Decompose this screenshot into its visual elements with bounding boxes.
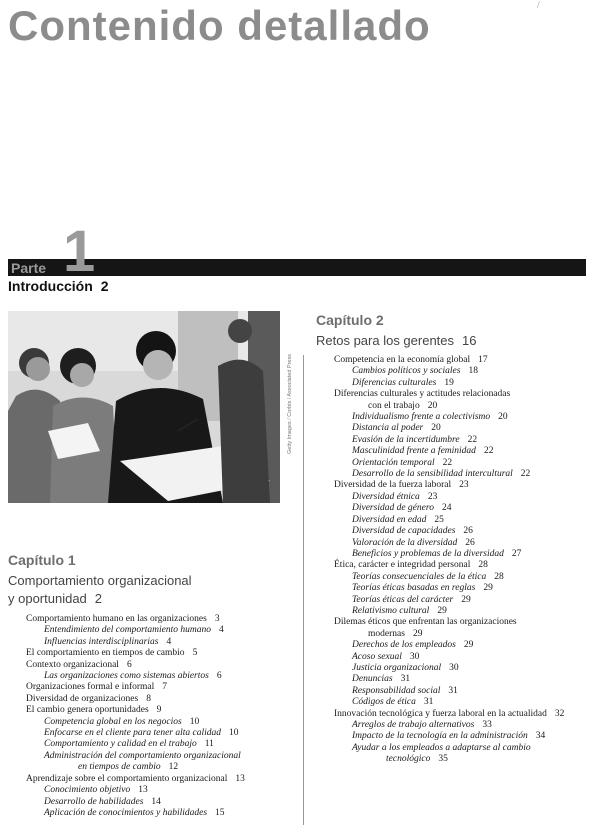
toc-entry: [26, 625, 296, 636]
toc-entry-text: Innovación tecnológica y fuerza laboral en la actualidad: [334, 708, 547, 719]
toc-entry: [334, 446, 596, 457]
toc-entry-text: Las organizaciones como sistemas abiertos: [44, 671, 209, 682]
toc-entry-text: Influencias interdisciplinarias: [44, 636, 159, 647]
toc-entry: [334, 389, 596, 400]
chapter1-toc: [26, 614, 296, 819]
toc-entry-page: 5: [192, 648, 198, 659]
toc-entry-page: 23: [427, 491, 438, 502]
toc-entry-page: 22: [467, 434, 478, 445]
toc-entry: [334, 697, 596, 708]
toc-entry: [334, 652, 596, 663]
toc-entry-text: Dilemas éticos que enfrentan las organizaciones: [334, 617, 517, 628]
toc-entry-page: 30: [409, 651, 420, 662]
toc-entry-page: 20: [498, 412, 508, 423]
chapter1-page: 2: [94, 591, 103, 606]
toc-entry: [334, 366, 596, 377]
toc-entry: [334, 560, 596, 571]
toc-entry: [334, 754, 596, 765]
toc-entry-page: 20: [427, 400, 438, 411]
toc-entry: [26, 682, 296, 693]
toc-entry-text: Competencia global en los negocios: [44, 716, 182, 727]
toc-entry: [334, 583, 596, 594]
chapter1-title: [8, 572, 192, 608]
toc-entry-text: Diferencias culturales y actitudes relacionadas: [334, 389, 511, 400]
toc-entry-text: Diferencias culturales: [352, 377, 437, 388]
toc-entry-text: Arreglos de trabajo alternativos: [352, 720, 475, 730]
toc-entry-text: Entendimiento del comportamiento humano: [44, 625, 212, 636]
toc-entry-text: El cambio genera oportunidades: [26, 705, 149, 716]
toc-entry: [334, 686, 596, 697]
toc-entry-page: 23: [459, 480, 469, 491]
toc-entry: [334, 595, 596, 606]
toc-entry-text: Desarrollo de habilidades: [44, 796, 144, 807]
toc-entry-page: 6: [126, 659, 132, 670]
toc-entry-text: Orientación temporal: [352, 457, 435, 468]
toc-entry: [26, 671, 296, 682]
toc-entry: [26, 648, 296, 659]
toc-entry: [334, 378, 596, 389]
toc-entry-page: 29: [463, 640, 474, 651]
toc-entry-page: 31: [400, 674, 411, 685]
toc-entry: [26, 808, 296, 819]
chapter2-label: Capítulo 2: [316, 312, 384, 328]
toc-entry-text: Conocimiento objetivo: [44, 785, 131, 796]
toc-entry-text: Derechos de los empleados: [352, 640, 456, 651]
toc-entry-text: Ética, carácter e integridad personal: [334, 560, 471, 571]
toc-entry-page: 3: [214, 614, 220, 624]
toc-entry-text: Distancia al poder: [352, 423, 424, 434]
toc-entry: [334, 640, 596, 651]
toc-entry-text: Enfocarse en el cliente para tener alta calidad: [44, 728, 222, 739]
toc-entry: [26, 637, 296, 648]
toc-entry: [334, 606, 596, 617]
toc-entry-text: tecnológico: [386, 754, 431, 765]
toc-entry-page: 29: [412, 628, 423, 639]
toc-entry-page: 30: [449, 662, 459, 673]
toc-entry-page: 13: [235, 773, 245, 784]
toc-entry-page: 13: [138, 785, 148, 796]
toc-entry-page: 4: [166, 636, 172, 647]
toc-entry-text: Acoso sexual: [352, 651, 402, 662]
toc-entry-page: 28: [494, 571, 504, 582]
toc-entry-page: 26: [463, 526, 473, 537]
part-number: 1: [63, 219, 96, 284]
toc-entry-text: Responsabilidad social: [352, 685, 441, 696]
toc-entry-text: Organizaciones formal e informal: [26, 682, 155, 693]
toc-entry: [334, 515, 596, 526]
toc-entry: [334, 629, 596, 640]
toc-entry-page: 12: [168, 762, 179, 773]
toc-entry-text: Desarrollo de la sensibilidad intercultural: [352, 469, 513, 480]
toc-entry-text: en tiempos de cambio: [78, 762, 161, 773]
toc-entry: [26, 614, 296, 625]
toc-entry-text: Diversidad en edad: [352, 514, 427, 525]
toc-entry-text: Contexto organizacional: [26, 659, 119, 670]
toc-entry-text: Diversidad de organizaciones: [26, 693, 139, 704]
toc-entry-page: 18: [468, 366, 478, 377]
toc-entry-text: Aplicación de conocimientos y habilidades: [44, 807, 208, 818]
toc-entry: [334, 731, 596, 742]
toc-entry: [334, 617, 596, 628]
toc-entry: [26, 705, 296, 716]
toc-entry: [334, 469, 596, 480]
toc-entry-page: 6: [216, 671, 222, 682]
toc-entry: [26, 774, 296, 785]
toc-entry: [334, 709, 596, 720]
toc-entry-text: modernas: [368, 628, 405, 639]
chapter2-title: [316, 332, 477, 350]
toc-entry: [26, 728, 296, 739]
page-title: Contenido detallado: [8, 2, 431, 49]
toc-entry-text: Comportamiento humano en las organizaciones: [26, 614, 207, 624]
toc-entry-text: Diversidad de género: [352, 503, 434, 514]
toc-entry-text: Cambios políticos y sociales: [352, 366, 461, 377]
toc-entry: [334, 526, 596, 537]
toc-entry-text: Denuncias: [352, 674, 393, 685]
toc-entry-text: Competencia en la economía global: [334, 355, 471, 365]
toc-entry-text: Ayudar a los empleados a adaptarse al cambio: [352, 742, 531, 753]
toc-entry-text: Relativismo cultural: [352, 605, 430, 616]
toc-entry-text: Teorías éticas basadas en reglas: [352, 583, 476, 594]
toc-entry-text: Evasión de la incertidumbre: [352, 434, 460, 445]
toc-entry: [334, 538, 596, 549]
toc-entry: [334, 743, 596, 754]
toc-entry: [334, 663, 596, 674]
toc-entry-page: 17: [478, 355, 488, 365]
toc-entry-text: Aprendizaje sobre el comportamiento organizacional: [26, 773, 228, 784]
toc-entry-page: 22: [520, 469, 531, 480]
toc-entry-page: 35: [438, 754, 448, 765]
toc-entry-text: Comportamiento y calidad en el trabajo: [44, 739, 197, 750]
toc-entry: [334, 355, 596, 366]
toc-entry-text: Beneficios y problemas de la diversidad: [352, 548, 504, 559]
part-label: Parte: [11, 260, 47, 276]
toc-entry: [26, 785, 296, 796]
toc-entry-text: Masculinidad frente a feminidad: [352, 446, 476, 457]
toc-entry-page: 28: [478, 560, 488, 571]
corner-mark: /: [537, 0, 540, 11]
toc-entry-page: 7: [162, 682, 168, 693]
toc-entry-text: Administración del comportamiento organizacional: [44, 750, 241, 761]
chapter1-title-line2: y oportunidad: [8, 591, 87, 606]
toc-entry-page: 24: [441, 503, 452, 514]
toc-entry: [26, 694, 296, 705]
toc-entry-text: Impacto de la tecnología en la administración: [352, 731, 528, 742]
toc-entry: [334, 492, 596, 503]
toc-entry-page: 29: [483, 583, 493, 594]
toc-entry-page: 9: [156, 705, 162, 716]
toc-entry-page: 19: [444, 377, 454, 388]
toc-entry-page: 4: [219, 625, 224, 636]
photo-credit-text: Getty Images / Corbis / Associated Press: [287, 354, 293, 454]
toc-entry-text: Justicia organizacional: [352, 662, 442, 673]
part-page: 2: [100, 278, 109, 294]
toc-entry-text: Diversidad étnica: [352, 491, 420, 502]
toc-entry-page: 22: [483, 446, 494, 457]
toc-entry-page: 14: [151, 796, 161, 807]
toc-entry-page: 27: [511, 548, 522, 559]
toc-entry: [334, 549, 596, 560]
toc-entry: [334, 458, 596, 469]
toc-entry-text: Códigos de ética: [352, 697, 416, 708]
toc-entry-text: con el trabajo: [368, 400, 420, 411]
toc-entry-page: 32: [554, 708, 565, 719]
column-divider: [303, 355, 304, 825]
toc-entry: [334, 720, 596, 731]
toc-entry-page: 20: [431, 423, 441, 434]
part-heading: [8, 278, 109, 294]
chapter2-toc: [334, 355, 596, 766]
photo-credit: [283, 311, 293, 503]
toc-entry-text: Diversidad de la fuerza laboral: [334, 480, 452, 491]
toc-entry: [26, 751, 296, 762]
people-meeting-photo: [8, 311, 280, 503]
toc-entry-text: Diversidad de capacidades: [352, 526, 456, 537]
toc-entry: [334, 401, 596, 412]
toc-entry: [334, 435, 596, 446]
chapter2-title-line1: Retos para los gerentes: [316, 333, 455, 348]
toc-entry-text: Valoración de la diversidad: [352, 537, 458, 548]
toc-entry-text: Individualismo frente a colectivismo: [352, 412, 491, 423]
toc-entry: [26, 762, 296, 773]
toc-entry-page: 11: [204, 739, 214, 750]
toc-entry: [334, 480, 596, 491]
toc-entry-page: 25: [434, 514, 444, 525]
toc-entry-page: 10: [189, 716, 200, 727]
toc-entry-page: 31: [423, 697, 434, 708]
toc-entry-page: 29: [461, 594, 471, 605]
toc-entry-page: 34: [535, 731, 546, 742]
toc-entry-page: 15: [215, 807, 225, 818]
toc-entry-page: 10: [229, 728, 239, 739]
toc-entry: [26, 739, 296, 750]
toc-entry-page: 22: [442, 457, 453, 468]
toc-entry-page: 26: [465, 537, 475, 548]
toc-entry: [334, 412, 596, 423]
toc-entry: [334, 572, 596, 583]
toc-entry-text: Teorías éticas del carácter: [352, 594, 454, 605]
toc-entry: [334, 503, 596, 514]
chapter-photo: [8, 311, 280, 503]
toc-entry: [26, 660, 296, 671]
chapter2-page: 16: [462, 333, 477, 348]
toc-entry: [334, 423, 596, 434]
toc-entry: [26, 717, 296, 728]
part-name: Introducción: [8, 278, 93, 294]
toc-entry-text: Teorías consecuenciales de la ética: [352, 571, 487, 582]
toc-entry: [334, 674, 596, 685]
toc-entry-text: El comportamiento en tiempos de cambio: [26, 648, 185, 659]
chapter1-title-line1: Comportamiento organizacional: [8, 573, 192, 588]
toc-entry-page: 8: [146, 693, 151, 704]
chapter1-label: Capítulo 1: [8, 552, 76, 568]
toc-entry-page: 29: [437, 605, 447, 616]
toc-entry-page: 33: [482, 720, 492, 730]
toc-entry: [26, 797, 296, 808]
toc-entry-page: 31: [448, 685, 458, 696]
